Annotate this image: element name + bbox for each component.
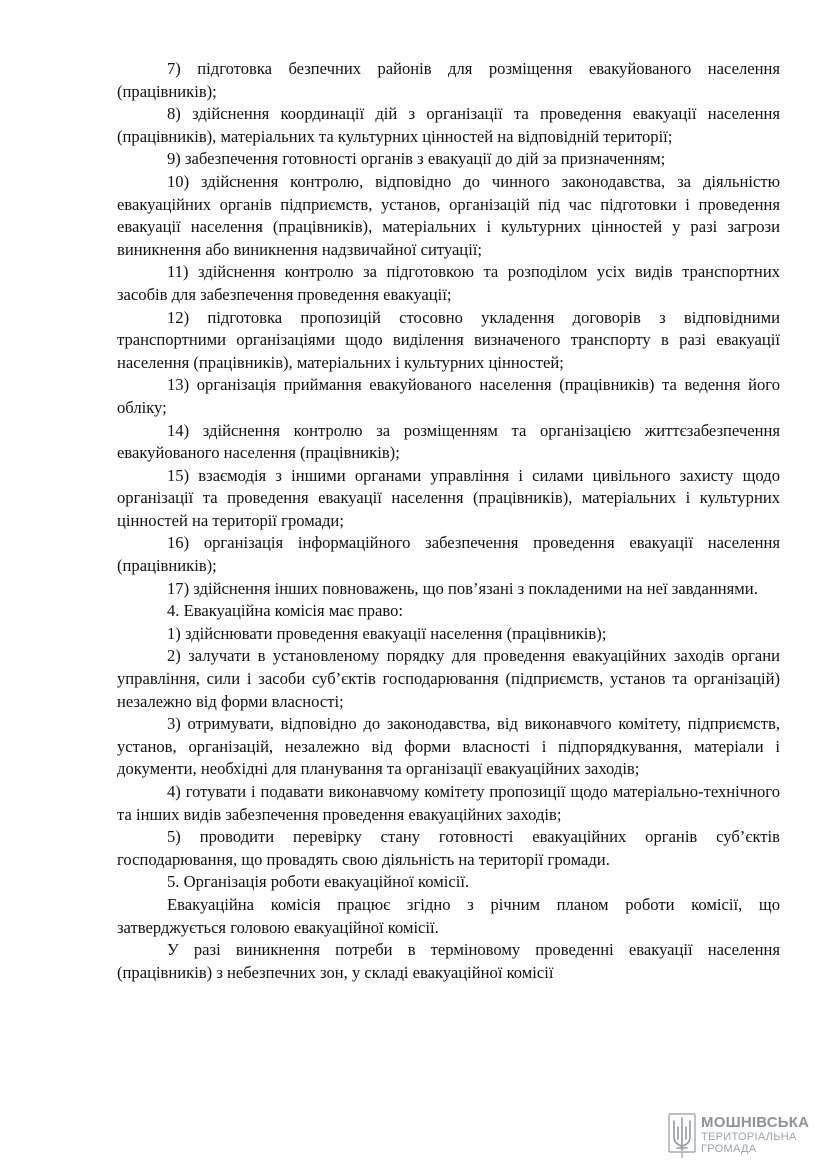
paragraph: 3) отримувати, відповідно до законодавства, від виконавчого комітету, підприємств, установ, організацій, незалежно від форми власності і підпорядкування, матеріали і документи, необхідні для планування та організації евакуаційних заходів; [117, 714, 780, 779]
paragraph: 12) підготовка пропозицій стосовно укладення договорів з відповідними транспортними організаціями щодо виділення визначеного транспорту в разі евакуації населення (працівників), матеріальних і культурних цінностей; [117, 307, 780, 372]
paragraph: 8) здійснення координації дій з організації та проведення евакуації населення (працівників), матеріальних та культурних цінностей на відповідній території; [117, 104, 780, 146]
community-logo [668, 1113, 810, 1159]
paragraph: У разі виникнення потреби в терміновому проведенні евакуації населення (працівників) з небезпечних зон, у складі евакуаційної комісії [117, 940, 780, 982]
paragraph: Евакуаційна комісія працює згідно з річним планом роботи комісії, що затверджується головою евакуаційної комісії. [117, 894, 780, 937]
paragraph: 9) забезпечення готовності органів з евакуації до дій за призначенням; [167, 149, 666, 169]
section-heading: 4. Евакуаційна комісія має право: [167, 601, 404, 621]
logo-line-2: ТЕРИТОРІАЛЬНА [701, 1131, 797, 1143]
paragraph: 5) проводити перевірку стану готовності евакуаційних органів суб’єктів господарювання, що провадять свою діяльність на території громади. [117, 827, 780, 869]
paragraph: 10) здійснення контролю, відповідно до чинного законодавства, за діяльністю евакуаційних органів підприємств, установ, організацій під час підготовки і проведення евакуації населення (працівників), матеріальних і культурних цінностей у разі загрози виникнення або виникнення надзвичайної ситуації; [117, 171, 780, 259]
section-heading: 5. Організація роботи евакуаційної комісії. [167, 872, 470, 892]
paragraph: 1) здійснювати проведення евакуації населення (працівників); [167, 623, 607, 643]
logo-line-1: МОШНІВСЬКА [701, 1114, 810, 1131]
paragraph: 14) здійснення контролю за розміщенням та організацією життєзабезпечення евакуйованого населення (працівників); [117, 420, 780, 463]
paragraph: 17) здійснення інших повноважень, що пов’язані з покладеними на неї завданнями. [167, 578, 758, 598]
logo-text [701, 1115, 809, 1155]
trident-icon [668, 1113, 696, 1159]
logo-line-3: ГРОМАДА [701, 1143, 757, 1155]
paragraph: 13) організація приймання евакуйованого населення (працівників) та ведення його обліку; [117, 375, 780, 417]
paragraph: 2) залучати в установленому порядку для проведення евакуаційних заходів органи управління, сили і засоби суб’єктів господарювання (підприємств, установ та організацій) незалежно від форми власності; [117, 646, 780, 711]
paragraph: 4) готувати і подавати виконавчому комітету пропозиції щодо матеріально-технічного та інших видів забезпечення проведення евакуаційних заходів; [117, 782, 780, 824]
document-body [117, 58, 780, 984]
paragraph: 15) взаємодія з іншими органами управління і силами цивільного захисту щодо організації та проведення евакуації населення (працівників), матеріальних і культурних цінностей на території громади; [117, 465, 780, 530]
paragraph: 16) організація інформаційного забезпечення проведення евакуації населення (працівників); [117, 533, 780, 576]
paragraph: 7) підготовка безпечних районів для розміщення евакуйованого населення (працівників); [117, 59, 780, 101]
paragraph: 11) здійснення контролю за підготовкою та розподілом усіх видів транспортних засобів для забезпечення проведення евакуації; [117, 262, 780, 304]
